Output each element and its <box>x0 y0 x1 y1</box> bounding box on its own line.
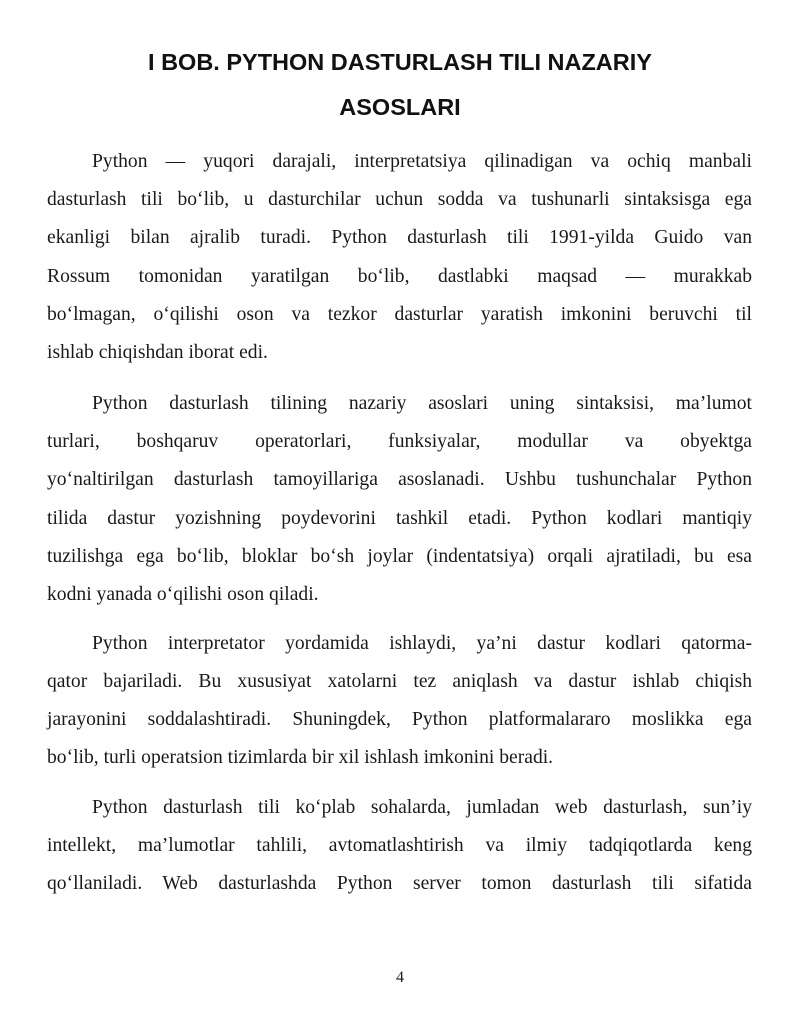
paragraph-line: intellekt, ma’lumotlar tahlili, avtomatlashtirish va ilmiy tadqiqotlarda keng <box>47 835 752 856</box>
paragraph-line: ishlab chiqishdan iborat edi. <box>47 342 268 363</box>
paragraph-line: Python dasturlash tilining nazariy asoslari uning sintaksisi, ma’lumot <box>92 393 752 414</box>
paragraph-line: tilida dastur yozishning poydevorini tashkil etadi. Python kodlari mantiqiy <box>47 508 752 529</box>
paragraph-line: jarayonini soddalashtiradi. Shuningdek, Python platformalararo moslikka ega <box>47 709 752 730</box>
chapter-title-line-2: ASOSLARI <box>339 94 461 120</box>
paragraph-line: qator bajariladi. Bu xususiyat xatolarni tez aniqlash va dastur ishlab chiqish <box>47 671 752 692</box>
paragraph-line: turlari, boshqaruv operatorlari, funksiyalar, modullar va obyektga <box>47 431 752 452</box>
paragraph-line: qo‘llaniladi. Web dasturlashda Python server tomon dasturlash tili sifatida <box>47 873 752 894</box>
paragraph-line: Python interpretator yordamida ishlaydi, ya’ni dastur kodlari qatorma- <box>92 633 752 654</box>
paragraph-line: Python — yuqori darajali, interpretatsiya qilinadigan va ochiq manbali <box>92 151 752 172</box>
chapter-title-line-1: I BOB. PYTHON DASTURLASH TILI NAZARIY <box>148 49 652 75</box>
paragraph-line: Python dasturlash tili ko‘plab sohalarda, jumladan web dasturlash, sun’iy <box>92 797 752 818</box>
paragraph-line: kodni yanada o‘qilishi oson qiladi. <box>47 584 319 605</box>
paragraph-line: ekanligi bilan ajralib turadi. Python dasturlash tili 1991-yilda Guido van <box>47 227 752 248</box>
paragraph-line: yo‘naltirilgan dasturlash tamoyillariga asoslanadi. Ushbu tushunchalar Python <box>47 469 752 490</box>
paragraph-line: dasturlash tili bo‘lib, u dasturchilar uchun sodda va tushunarli sintaksisga ega <box>47 189 752 210</box>
paragraph-line: Rossum tomonidan yaratilgan bo‘lib, dastlabki maqsad — murakkab <box>47 266 752 287</box>
paragraph-line: tuzilishga ega bo‘lib, bloklar bo‘sh joylar (indentatsiya) orqali ajratiladi, bu esa <box>47 546 752 567</box>
page-number: 4 <box>396 969 404 986</box>
paragraph-line: bo‘lmagan, o‘qilishi oson va tezkor dasturlar yaratish imkonini beruvchi til <box>47 304 752 325</box>
paragraph-line: bo‘lib, turli operatsion tizimlarda bir xil ishlash imkonini beradi. <box>47 747 554 768</box>
